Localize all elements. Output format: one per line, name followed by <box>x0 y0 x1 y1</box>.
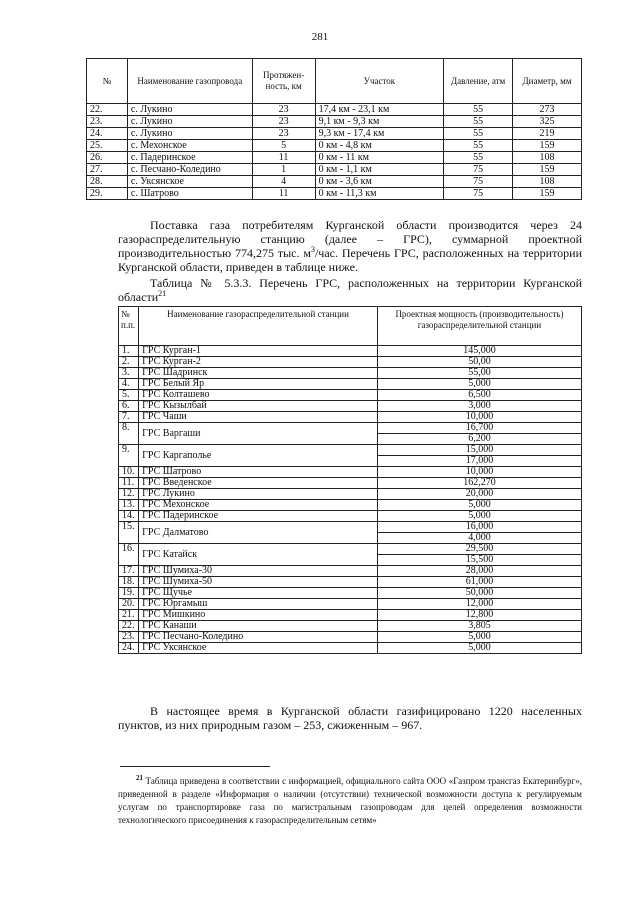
station-name: ГРС Мишкино <box>139 610 378 621</box>
table-row <box>87 188 582 200</box>
table-row <box>119 632 582 643</box>
footnote-mark: 21 <box>136 774 143 782</box>
table-caption <box>118 276 582 304</box>
column-header: Давление, атм <box>444 59 513 104</box>
station-name: ГРС Мехонское <box>139 500 378 511</box>
row-number: 24. <box>119 643 139 654</box>
row-number: 14. <box>119 511 139 522</box>
row-number: 15. <box>119 522 139 544</box>
table-cell: 27. <box>87 164 128 176</box>
table-header-row <box>87 59 582 104</box>
capacity-value: 5,000 <box>377 632 581 643</box>
capacity-value: 145,000 <box>377 346 581 357</box>
capacity-value: 162,270 <box>377 478 581 489</box>
footnote-text: Таблица приведена в соответствии с информацией, официального сайта ООО «Газпром трансгаз Екатеринбург», приведенной в разделе «Информация о наличии (отсутствии) технической возможности доступа к регулируемым услугам по транспортировке газа по магистральным газопроводам для целей определения возможности технологического присоединения к газораспределительным сетям» <box>118 776 582 825</box>
table-row <box>119 511 582 522</box>
row-number: 13. <box>119 500 139 511</box>
column-header: № п.п. <box>119 307 139 346</box>
table-cell: 23 <box>252 116 315 128</box>
table-cell: 55 <box>444 104 513 116</box>
pipelines-table <box>86 58 582 200</box>
table-cell: 4 <box>252 176 315 188</box>
table-row <box>119 390 582 401</box>
table-cell: 0 км - 1,1 км <box>315 164 444 176</box>
table-row <box>119 445 582 456</box>
table-cell: 75 <box>444 164 513 176</box>
capacity-value: 16,000 <box>377 522 581 533</box>
capacity-value: 3,805 <box>377 621 581 632</box>
table-cell: 75 <box>444 176 513 188</box>
grs-table <box>118 306 582 654</box>
table-cell: 24. <box>87 128 128 140</box>
row-number: 6. <box>119 401 139 412</box>
table-row <box>119 621 582 632</box>
table-row <box>87 140 582 152</box>
table-cell: с. Лукино <box>127 128 252 140</box>
capacity-value: 15,500 <box>377 555 581 566</box>
footnote-ref: 21 <box>158 289 167 298</box>
summary-paragraph <box>118 704 582 732</box>
row-number: 16. <box>119 544 139 566</box>
capacity-value: 5,000 <box>377 511 581 522</box>
row-number: 3. <box>119 368 139 379</box>
table-row <box>119 401 582 412</box>
footnote <box>118 775 582 827</box>
table-cell: 23. <box>87 116 128 128</box>
capacity-value: 5,000 <box>377 500 581 511</box>
table-cell: 75 <box>444 188 513 200</box>
row-number: 21. <box>119 610 139 621</box>
capacity-value: 28,000 <box>377 566 581 577</box>
capacity-value: 61,000 <box>377 577 581 588</box>
station-name: ГРС Варгаши <box>139 423 378 445</box>
paragraph-text: В настоящее время в Курганской области газифицировано 1220 населенных пунктов, из них природным газом – 253, сжиженным – 967. <box>118 704 582 732</box>
table-cell: 28. <box>87 176 128 188</box>
table-cell: 1 <box>252 164 315 176</box>
capacity-value: 4,000 <box>377 533 581 544</box>
row-number: 12. <box>119 489 139 500</box>
row-number: 19. <box>119 588 139 599</box>
station-name: ГРС Курган-1 <box>139 346 378 357</box>
table-cell: 29. <box>87 188 128 200</box>
table-cell: с. Лукино <box>127 116 252 128</box>
row-number: 2. <box>119 357 139 368</box>
table-row <box>87 164 582 176</box>
table-row <box>119 467 582 478</box>
row-number: 20. <box>119 599 139 610</box>
row-number: 10. <box>119 467 139 478</box>
row-number: 22. <box>119 621 139 632</box>
table-row <box>119 643 582 654</box>
table-row <box>119 522 582 533</box>
station-name: ГРС Каргаполье <box>139 445 378 467</box>
table-cell: 25. <box>87 140 128 152</box>
caption-text: Таблица № 5.3.3. Перечень ГРС, расположенных на территории Курганской области <box>118 276 582 304</box>
station-name: ГРС Шатрово <box>139 467 378 478</box>
capacity-value: 29,500 <box>377 544 581 555</box>
capacity-value: 5,000 <box>377 379 581 390</box>
table-cell: 325 <box>513 116 582 128</box>
table-row <box>87 116 582 128</box>
table-cell: 273 <box>513 104 582 116</box>
station-name: ГРС Шадринск <box>139 368 378 379</box>
capacity-value: 20,000 <box>377 489 581 500</box>
station-name: ГРС Лукино <box>139 489 378 500</box>
station-name: ГРС Шумиха-50 <box>139 577 378 588</box>
station-name: ГРС Колташево <box>139 390 378 401</box>
table-row <box>119 577 582 588</box>
page-number: 281 <box>311 31 329 43</box>
table-cell: с. Песчано-Коледино <box>127 164 252 176</box>
table-header-row <box>119 307 582 346</box>
table-cell: 0 км - 4,8 км <box>315 140 444 152</box>
capacity-value: 12,800 <box>377 610 581 621</box>
table-cell: 22. <box>87 104 128 116</box>
row-number: 23. <box>119 632 139 643</box>
column-header: Протяжен-ность, км <box>252 59 315 104</box>
row-number: 5. <box>119 390 139 401</box>
row-number: 1. <box>119 346 139 357</box>
capacity-value: 16,700 <box>377 423 581 434</box>
station-name: ГРС Белый Яр <box>139 379 378 390</box>
table-cell: с. Мехонское <box>127 140 252 152</box>
capacity-value: 6,500 <box>377 390 581 401</box>
table-row <box>87 176 582 188</box>
capacity-value: 6,200 <box>377 434 581 445</box>
column-header: Диаметр, мм <box>513 59 582 104</box>
table-row <box>119 610 582 621</box>
column-header: Проектная мощность (производительность) газораспределительной станции <box>377 307 581 346</box>
capacity-value: 5,000 <box>377 643 581 654</box>
capacity-value: 15,000 <box>377 445 581 456</box>
table-cell: с. Падеринское <box>127 152 252 164</box>
table-cell: 159 <box>513 164 582 176</box>
capacity-value: 3,000 <box>377 401 581 412</box>
table-row <box>119 588 582 599</box>
table-cell: 11 <box>252 152 315 164</box>
table-cell: 26. <box>87 152 128 164</box>
row-number: 9. <box>119 445 139 467</box>
capacity-value: 50,000 <box>377 588 581 599</box>
table-cell: 108 <box>513 152 582 164</box>
table-row <box>119 346 582 357</box>
capacity-value: 17,000 <box>377 456 581 467</box>
station-name: ГРС Введенское <box>139 478 378 489</box>
table-cell: 11 <box>252 188 315 200</box>
table-row <box>87 152 582 164</box>
table-cell: 55 <box>444 116 513 128</box>
table-cell: с. Шатрово <box>127 188 252 200</box>
station-name: ГРС Песчано-Коледино <box>139 632 378 643</box>
table-row <box>119 544 582 555</box>
table-row <box>87 128 582 140</box>
table-row <box>119 357 582 368</box>
column-header: № <box>87 59 128 104</box>
station-name: ГРС Курган-2 <box>139 357 378 368</box>
capacity-value: 12,000 <box>377 599 581 610</box>
station-name: ГРС Далматово <box>139 522 378 544</box>
table-cell: 0 км - 3,6 км <box>315 176 444 188</box>
table-cell: 23 <box>252 128 315 140</box>
row-number: 17. <box>119 566 139 577</box>
row-number: 11. <box>119 478 139 489</box>
table-row <box>119 566 582 577</box>
table-cell: 23 <box>252 104 315 116</box>
table-cell: 108 <box>513 176 582 188</box>
table-cell: 55 <box>444 152 513 164</box>
table-row <box>119 423 582 434</box>
table-cell: 55 <box>444 140 513 152</box>
table-cell: 159 <box>513 188 582 200</box>
table-cell: 0 км - 11 км <box>315 152 444 164</box>
table-row <box>119 412 582 423</box>
table-cell: 17,4 км - 23,1 км <box>315 104 444 116</box>
capacity-value: 50,00 <box>377 357 581 368</box>
table-cell: 5 <box>252 140 315 152</box>
column-header: Наименование газопровода <box>127 59 252 104</box>
table-row <box>119 379 582 390</box>
row-number: 18. <box>119 577 139 588</box>
table-cell: 9,1 км - 9,3 км <box>315 116 444 128</box>
table-row <box>87 104 582 116</box>
paragraph-text: /час. Перечень ГРС, расположенных на территории Курганской области, приведен в таблице ниже. <box>118 246 582 274</box>
capacity-value: 10,000 <box>377 412 581 423</box>
station-name: ГРС Уксянское <box>139 643 378 654</box>
station-name: ГРС Кызылбай <box>139 401 378 412</box>
table-row <box>119 489 582 500</box>
station-name: ГРС Канаши <box>139 621 378 632</box>
intro-paragraph <box>118 218 582 274</box>
table-cell: 55 <box>444 128 513 140</box>
footnote-separator <box>120 766 270 767</box>
paragraph-text: Поставка газа потребителям Курганской области производится через 24 газораспределительную станцию (далее – ГРС), суммарной проектной производительностью 774,275 тыс. м <box>118 218 582 260</box>
table-cell: с. Лукино <box>127 104 252 116</box>
station-name: ГРС Катайск <box>139 544 378 566</box>
row-number: 7. <box>119 412 139 423</box>
station-name: ГРС Падеринское <box>139 511 378 522</box>
column-header: Участок <box>315 59 444 104</box>
table-cell: 159 <box>513 140 582 152</box>
table-row <box>119 599 582 610</box>
station-name: ГРС Щучье <box>139 588 378 599</box>
table-cell: 0 км - 11,3 км <box>315 188 444 200</box>
table-cell: 9,3 км - 17,4 км <box>315 128 444 140</box>
table-row <box>119 368 582 379</box>
table-cell: с. Уксянское <box>127 176 252 188</box>
capacity-value: 10,000 <box>377 467 581 478</box>
station-name: ГРС Юргамыш <box>139 599 378 610</box>
row-number: 8. <box>119 423 139 445</box>
table-row <box>119 478 582 489</box>
station-name: ГРС Чаши <box>139 412 378 423</box>
capacity-value: 55,00 <box>377 368 581 379</box>
table-row <box>119 500 582 511</box>
column-header: Наименование газораспределительной станции <box>139 307 378 346</box>
station-name: ГРС Шумиха-30 <box>139 566 378 577</box>
row-number: 4. <box>119 379 139 390</box>
table-cell: 219 <box>513 128 582 140</box>
superscript: 3 <box>310 245 315 254</box>
